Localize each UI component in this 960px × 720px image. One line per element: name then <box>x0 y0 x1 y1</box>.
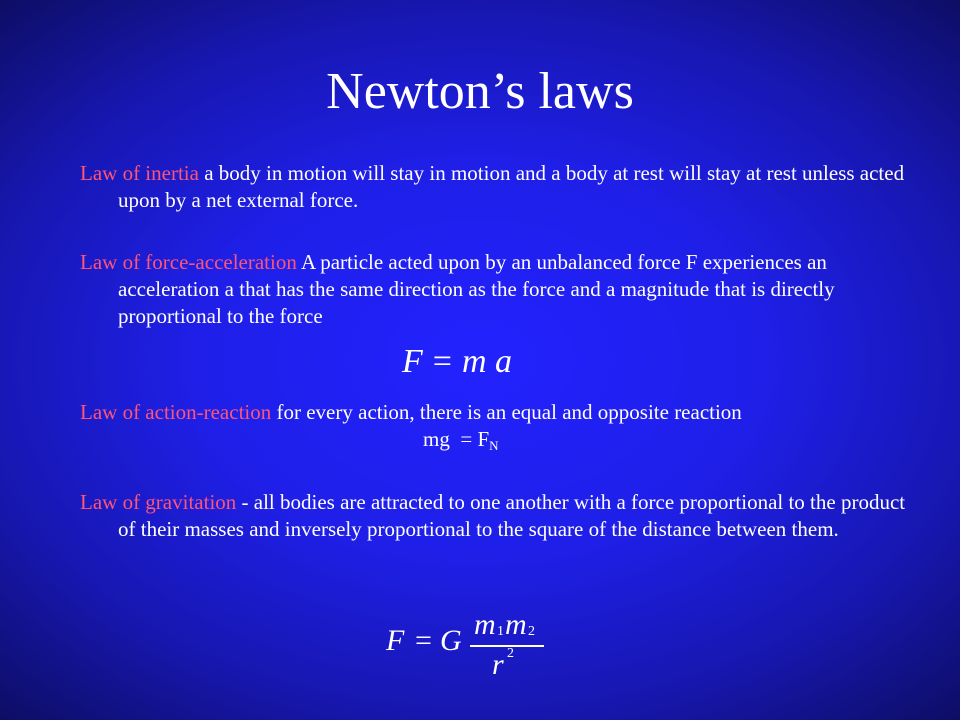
law-force-acceleration-lead: Law of force-acceleration <box>80 250 297 274</box>
equation-fma-rhs: m a <box>461 343 513 380</box>
equation-gravity-lhs: F <box>386 624 405 657</box>
law-gravitation <box>80 489 918 543</box>
equation-mg-op: = <box>460 427 473 451</box>
equation-gravity-num-sub1: 1 <box>497 624 504 639</box>
equation-gravity-const: G <box>440 624 462 657</box>
law-gravitation-lead: Law of gravitation <box>80 490 237 514</box>
equation-gravity-num-m1: m <box>474 608 496 641</box>
equation-gravity-op: = <box>415 624 432 657</box>
equation-gravity-num-sub2: 2 <box>528 624 535 639</box>
law-action-reaction-lead: Law of action-reaction <box>80 400 272 424</box>
law-force-acceleration-text: A particle acted upon by an unbalanced force F experiences an acceleration a that has the same direction as the force and a magnitude that is directly proportional to the force <box>118 250 835 328</box>
law-force-acceleration <box>80 249 918 330</box>
law-action-reaction <box>80 399 918 426</box>
equation-mg-fn <box>423 426 499 459</box>
law-inertia-text: a body in motion will stay in motion and a body at rest will stay at rest unless acted upon by a net external force. <box>118 161 905 212</box>
equation-fma-lhs: F <box>402 343 423 380</box>
equation-gravity-num-m2: m <box>505 608 527 641</box>
equation-mg-lhs: mg <box>423 427 450 451</box>
equation-gravity-den: r <box>492 648 504 681</box>
law-action-reaction-text: for every action, there is an equal and opposite reaction <box>271 400 742 424</box>
equation-mg-rhs: F <box>477 427 490 451</box>
equation-gravity-den-exp: 2 <box>507 646 514 661</box>
equation-fma-op: = <box>432 343 452 380</box>
slide-title: Newton’s laws <box>326 63 634 120</box>
equation-mg-rhs-sub: N <box>489 438 499 453</box>
law-gravitation-text: - all bodies are attracted to one another with a force proportional to the product of their masses and inversely proportional to the square of the distance between them. <box>118 490 906 541</box>
law-inertia <box>80 160 918 214</box>
equation-f-equals-ma <box>402 342 512 382</box>
law-inertia-lead: Law of inertia <box>80 161 199 185</box>
